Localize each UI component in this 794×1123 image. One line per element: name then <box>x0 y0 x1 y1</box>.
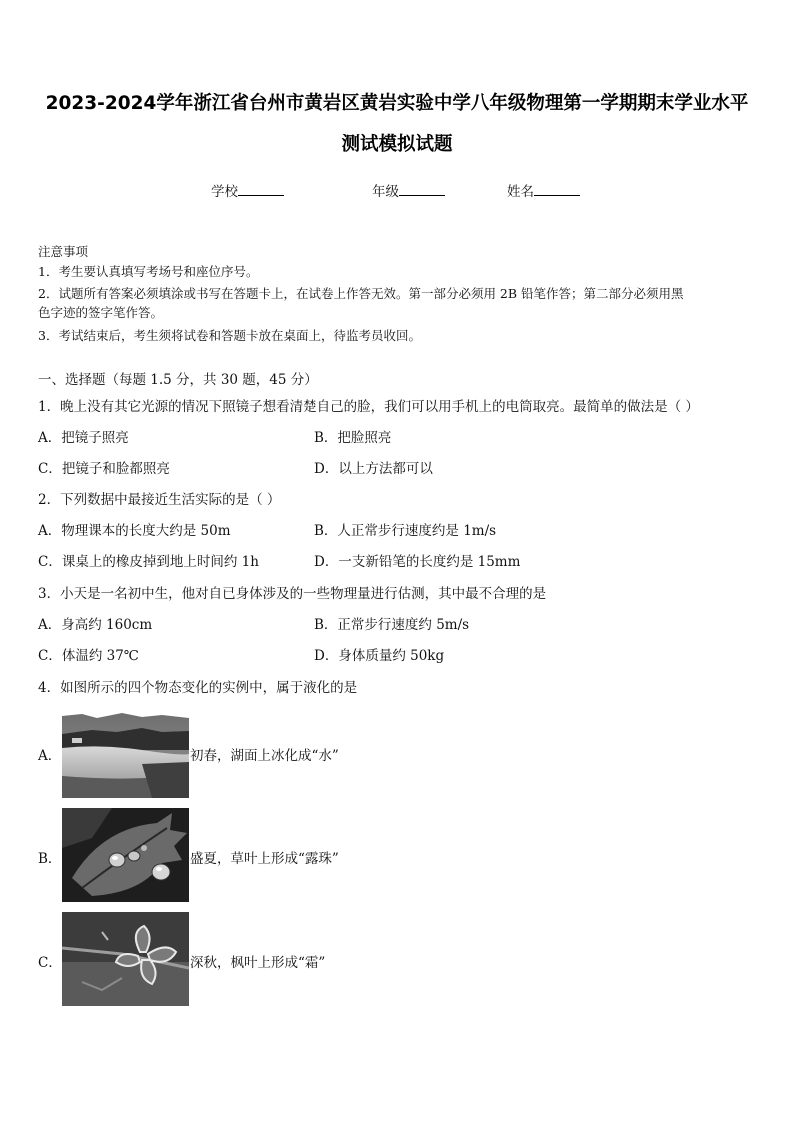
image-option-caption: 盛夏，草叶上形成“露珠” <box>190 851 339 867</box>
image-option-letter: C． <box>38 955 62 971</box>
option-d: D．一支新铅笔的长度约是 15mm <box>314 554 521 570</box>
dew-leaf-photo <box>62 808 189 902</box>
school-label: 学校 <box>211 184 238 200</box>
name-blank[interactable] <box>534 183 580 196</box>
school-field[interactable] <box>211 180 284 200</box>
question-stem: 3．小天是一名初中生，他对自已身体涉及的一些物理量进行估测，其中最不合理的是 <box>38 586 547 602</box>
exam-title-line2: 测试模拟试题 <box>341 134 453 155</box>
student-info-fields <box>0 180 794 200</box>
grade-field[interactable] <box>372 180 445 200</box>
frost-leaf-photo <box>62 912 189 1006</box>
option-d: D．以上方法都可以 <box>314 461 433 477</box>
image-option-caption: 初春，湖面上冰化成“水” <box>190 748 339 764</box>
school-blank[interactable] <box>238 183 284 196</box>
notes-item: 3．考试结束后，考生须将试卷和答题卡放在桌面上，待监考员收回。 <box>38 328 421 343</box>
notes-item: 色字迹的签字笔作答。 <box>38 305 164 320</box>
grade-blank[interactable] <box>399 183 445 196</box>
name-field[interactable] <box>507 180 580 200</box>
question-stem: 2．下列数据中最接近生活实际的是（ ） <box>38 492 281 508</box>
notes-heading: 注意事项 <box>38 244 89 259</box>
option-a: A．物理课本的长度大约是 50m <box>38 523 231 539</box>
option-c: C．课桌上的橡皮掉到地上时间约 1h <box>38 554 259 570</box>
question-stem: 1．晚上没有其它光源的情况下照镜子想看清楚自己的脸，我们可以用手机上的电筒取亮。最简单的做法是（ ） <box>38 399 699 415</box>
image-option-letter: B． <box>38 851 62 867</box>
name-label: 姓名 <box>507 184 534 200</box>
option-c: C．体温约 37℃ <box>38 648 139 664</box>
section-heading: 一、选择题（每题 1.5 分，共 30 题，45 分） <box>38 372 318 388</box>
image-option-letter: A． <box>38 748 62 764</box>
image-option-caption: 深秋，枫叶上形成“霜” <box>190 955 326 971</box>
option-c: C．把镜子和脸都照亮 <box>38 461 170 477</box>
exam-title-line1: 2023-2024学年浙江省台州市黄岩区黄岩实验中学八年级物理第一学期期末学业水平 <box>45 93 749 114</box>
option-b: B．把脸照亮 <box>314 430 392 446</box>
option-d: D．身体质量约 50kg <box>314 648 445 664</box>
option-b: B．人正常步行速度约是 1m/s <box>314 523 497 539</box>
lake-photo <box>62 704 189 798</box>
grade-label: 年级 <box>372 184 399 200</box>
notes-item: 2．试题所有答案必须填涂或书写在答题卡上，在试卷上作答无效。第一部分必须用 2B 铅笔作答；第二部分必须用黑 <box>38 286 684 301</box>
notes-item: 1．考生要认真填写考场号和座位序号。 <box>38 264 259 279</box>
option-b: B．正常步行速度约 5m/s <box>314 617 470 633</box>
question-stem: 4．如图所示的四个物态变化的实例中，属于液化的是 <box>38 680 358 696</box>
option-a: A．身高约 160cm <box>38 617 153 633</box>
option-a: A．把镜子照亮 <box>38 430 129 446</box>
